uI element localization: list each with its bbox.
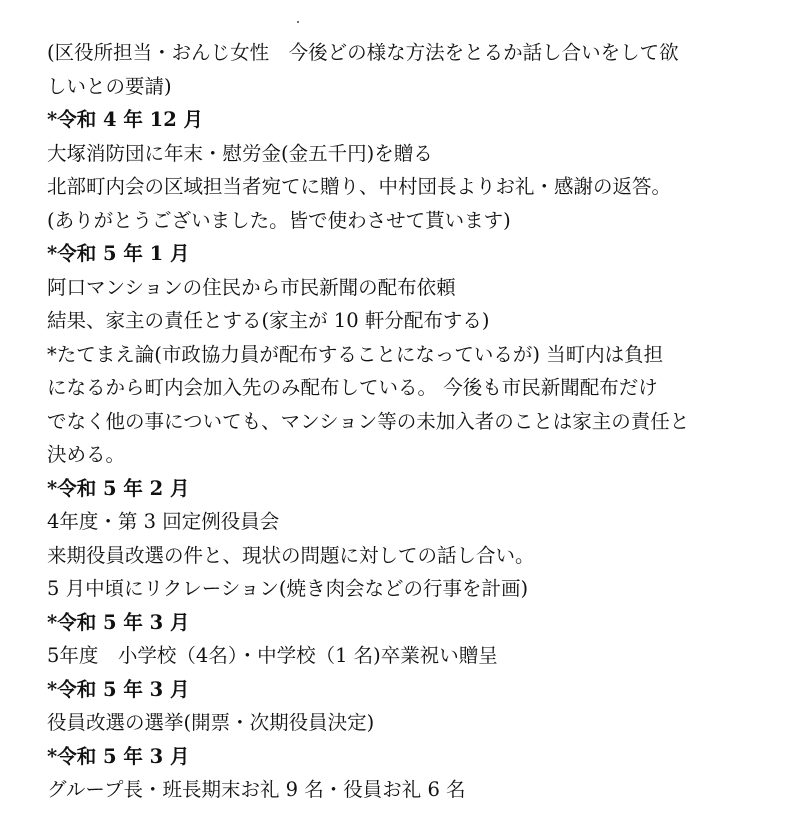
body-line: *たてまえ論(市政協力員が配布することになっているが) 当町内は負担 [47, 342, 664, 366]
body-line: 4年度・第 3 回定例役員会 [47, 510, 280, 533]
body-line: 役員改選の選挙(開票・次期役員決定) [47, 711, 375, 734]
date-heading: *令和 5 年 3 月 [47, 744, 190, 768]
body-line: 大塚消防団に年末・慰労金(金五千円)を贈る [47, 141, 433, 165]
date-heading: *令和 4 年 12 月 [47, 108, 204, 131]
body-line: しいとの要請) [47, 74, 172, 98]
body-line: 5 月中頃にリクレーション(焼き肉会などの行事を計画) [47, 577, 529, 600]
body-line: 阿口マンションの住民から市民新聞の配布依頼 [47, 275, 456, 299]
body-line: (区役所担当・おんじ女性 今後どの様な方法をとるか話し合いをして欲 [47, 41, 679, 64]
body-line: 5年度 小学校（4名）・中学校（1 名)卒業祝い贈呈 [47, 644, 498, 667]
body-line: 北部町内会の区域担当者宛てに贈り、中村団長よりお礼・感謝の返答。 [47, 175, 672, 198]
document-body [47, 36, 787, 807]
body-line: グループ長・班長期末お礼 9 名・役員お礼 6 名 [47, 778, 466, 801]
body-line: 来期役員改選の件と、現状の問題に対しての話し合い。 [47, 543, 535, 567]
date-heading: *令和 5 年 3 月 [47, 677, 190, 701]
scan-speck [297, 21, 299, 23]
body-line: 結果、家主の責任とする(家主が 10 軒分配布する) [47, 309, 490, 332]
date-heading: *令和 5 年 2 月 [47, 476, 190, 500]
body-line: (ありがとうございました。皆で使わさせて貰います) [47, 208, 511, 232]
body-line: になるから町内会加入先のみ配布している。 今後も市民新聞配布だけ [47, 376, 658, 399]
date-heading: *令和 5 年 3 月 [47, 610, 190, 634]
body-line: でなく他の事についても、マンション等の未加入者のことは家主の責任と [47, 409, 690, 433]
date-heading: *令和 5 年 1 月 [47, 242, 190, 265]
body-line: 決める。 [47, 443, 126, 466]
